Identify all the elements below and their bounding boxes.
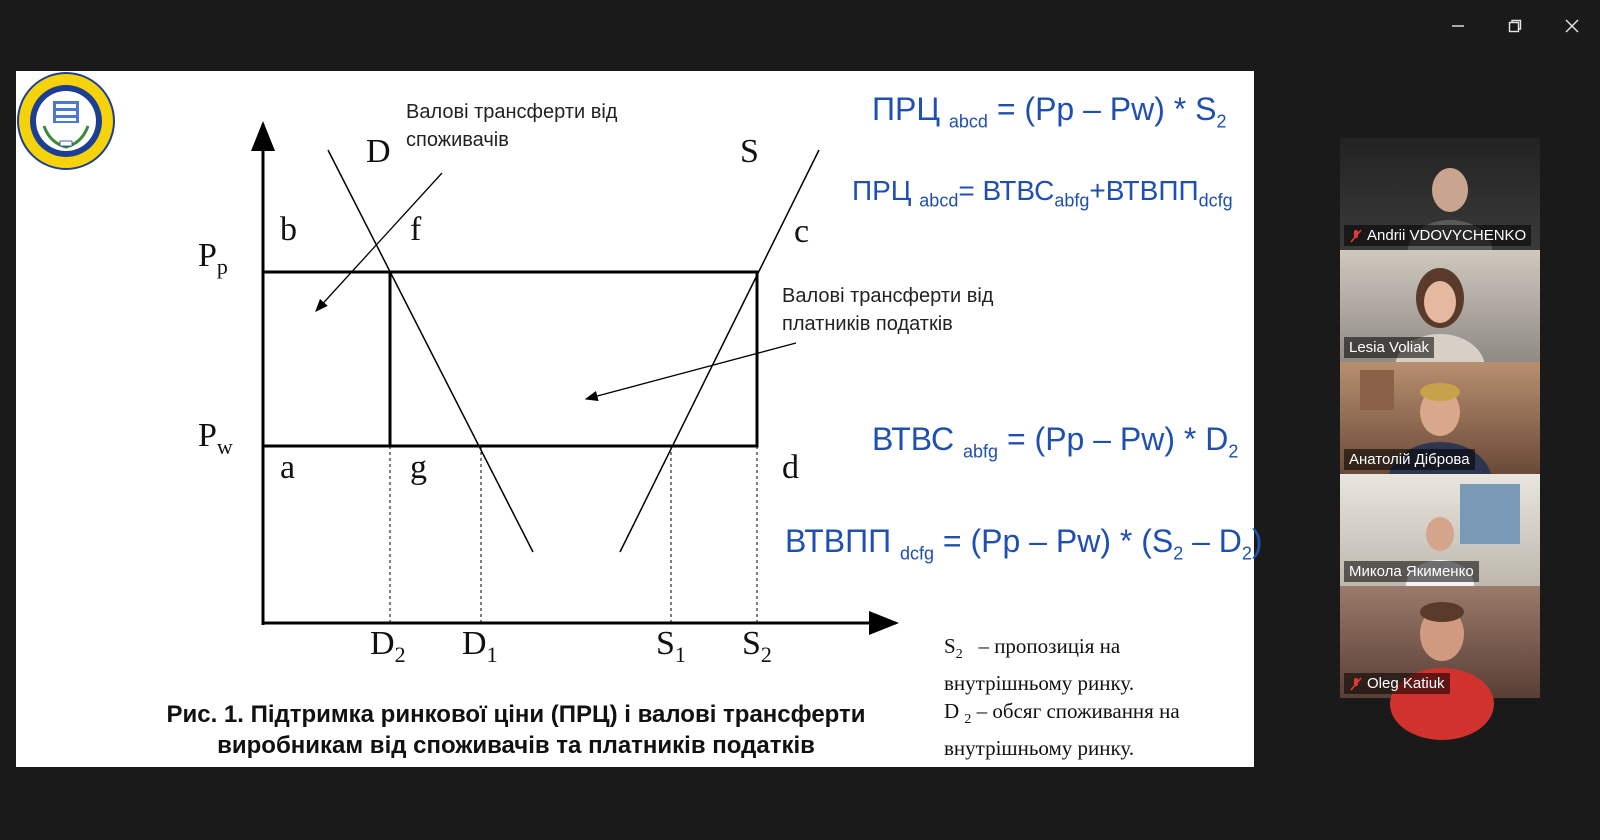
restore-button[interactable] — [1486, 0, 1543, 52]
taxpayer-transfer-arrow — [586, 343, 796, 399]
label-pp: $P_p$ — [198, 237, 228, 279]
label-point-d: d — [782, 449, 799, 486]
window-controls — [1429, 0, 1600, 52]
formula-taxpayer-transfer: ВТВПП $_{dcfg} = (Pp - Pw) * (S_2 - D_2)$ — [785, 523, 1263, 564]
mic-muted-icon — [1349, 677, 1363, 691]
formula-prc-total: ПРЦ $_{abcd} = (Pp - Pw) * S_2$ — [872, 91, 1227, 132]
participant-name: Анатолій Діброва — [1349, 451, 1470, 468]
legend-line-4: внутрішньому ринку. — [944, 736, 1135, 761]
formula-consumer-transfer: ВТВС $_{abfg} = (Pp - Pw) * D_2$ — [872, 421, 1239, 462]
participant-name-tag — [1344, 673, 1450, 694]
legend-line-3: D $_2$ – обсяг споживання на — [944, 699, 1180, 728]
formula-prc-decomposition: ПРЦ $_{abcd}= ВТВС_{abfg}+ВТВПП_{dcfg}$ — [852, 175, 1233, 211]
label-pw: $P_w$ — [198, 417, 233, 459]
label-point-b: b — [280, 211, 297, 248]
label-d1: $D_1$ — [462, 625, 498, 667]
legend-line-1: $S_2$ – пропозиція на — [944, 634, 1121, 663]
legend-line-2: внутрішньому ринку. — [944, 671, 1135, 696]
close-icon — [1565, 19, 1579, 33]
label-demand: D — [366, 133, 391, 170]
caption-line-1: Рис. 1. Підтримка ринкової ціни (ПРЦ) і валові трансферти — [166, 701, 866, 728]
participant-name-tag — [1344, 449, 1475, 470]
close-button[interactable] — [1543, 0, 1600, 52]
participant-name: Oleg Katiuk — [1367, 675, 1445, 692]
shared-slide — [16, 71, 1263, 767]
participant-tile[interactable] — [1340, 362, 1540, 474]
label-supply: S — [740, 133, 759, 170]
caption-line-2: виробникам від споживачів та платників податків — [217, 732, 815, 759]
mic-muted-icon — [1349, 229, 1363, 243]
label-s2: $S_2$ — [742, 625, 772, 667]
participant-tile[interactable] — [1340, 138, 1540, 250]
consumer-transfer-arrow — [316, 173, 442, 311]
participant-tile[interactable] — [1340, 474, 1540, 586]
transfer-rectangle — [263, 272, 757, 446]
label-point-c: c — [794, 213, 810, 250]
participant-name-tag — [1344, 337, 1434, 358]
participant-name: Andrii VDOVYCHENKO — [1367, 227, 1527, 244]
label-point-g: g — [410, 449, 427, 486]
demand-curve — [328, 150, 533, 552]
minimize-icon — [1451, 19, 1465, 33]
legend-notes — [944, 632, 1244, 762]
participant-name: Микола Якименко — [1349, 563, 1474, 580]
participant-tile[interactable] — [1340, 586, 1540, 698]
participant-name: Lesia Voliak — [1349, 339, 1430, 356]
note-consumer-transfers: Валові трансферти від споживачів — [406, 101, 618, 151]
participant-tile-active-speaker[interactable] — [1340, 250, 1540, 362]
figure-caption — [116, 699, 916, 761]
label-s1: $S_1$ — [656, 625, 686, 667]
label-point-a: a — [280, 449, 296, 486]
restore-icon — [1508, 19, 1522, 33]
supply-curve — [620, 150, 819, 552]
label-d2: $D_2$ — [370, 625, 406, 667]
minimize-button[interactable] — [1429, 0, 1486, 52]
participant-name-tag — [1344, 225, 1531, 246]
note-taxpayer-transfers: Валові трансферти від платників податків — [782, 285, 994, 335]
participant-gallery — [1340, 138, 1540, 698]
label-point-f: f — [410, 211, 422, 248]
participant-name-tag — [1344, 561, 1479, 582]
